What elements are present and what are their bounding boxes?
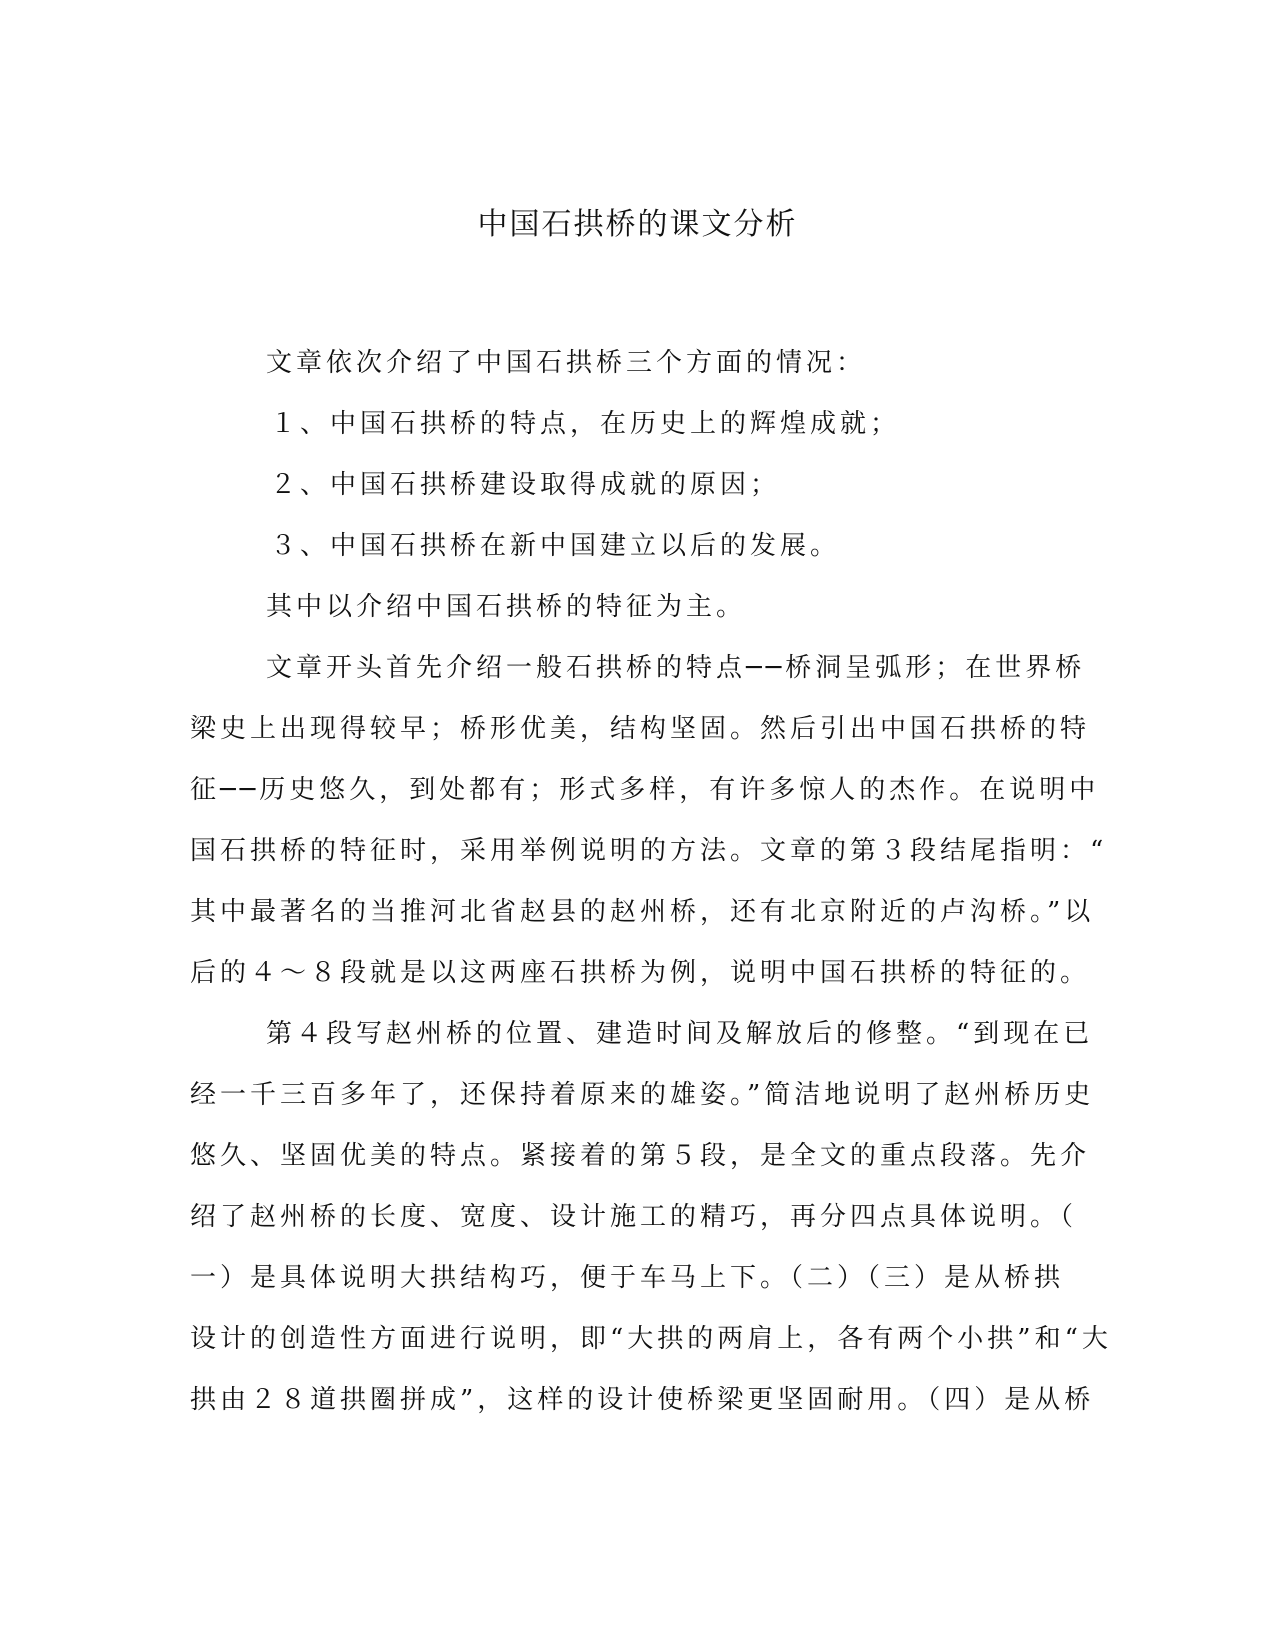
paragraph-line: 悠久、坚固优美的特点。紧接着的第５段，是全文的重点段落。先介 bbox=[190, 1141, 1091, 1171]
paragraph-line: 其中最著名的当推河北省赵县的赵州桥，还有北京附近的卢沟桥。”以 bbox=[190, 897, 1095, 927]
paragraph-line: 梁史上出现得较早；桥形优美，结构坚固。然后引出中国石拱桥的特 bbox=[190, 714, 1091, 744]
paragraph-line: 第４段写赵州桥的位置、建造时间及解放后的修整。“到现在已 bbox=[266, 1019, 1094, 1049]
paragraph-line: 国石拱桥的特征时，采用举例说明的方法。文章的第３段结尾指明：“ bbox=[190, 836, 1108, 866]
intro-line: 文章依次介绍了中国石拱桥三个方面的情况： bbox=[266, 348, 867, 378]
paragraph-line: 文章开头首先介绍一般石拱桥的特点──桥洞呈弧形；在世界桥 bbox=[266, 653, 1086, 683]
list-item-1: １、中国石拱桥的特点，在历史上的辉煌成就； bbox=[270, 409, 901, 439]
summary-line: 其中以介绍中国石拱桥的特征为主。 bbox=[266, 592, 747, 622]
paragraph-line: 拱由２８道拱圈拼成”，这样的设计使桥梁更坚固耐用。（四）是从桥 bbox=[190, 1385, 1095, 1415]
paragraph-line: 征──历史悠久，到处都有；形式多样，有许多惊人的杰作。在说明中 bbox=[190, 775, 1100, 805]
paragraph-line: 绍了赵州桥的长度、宽度、设计施工的精巧，再分四点具体说明。（ bbox=[190, 1202, 1078, 1232]
paragraph-line: 后的４～８段就是以这两座石拱桥为例，说明中国石拱桥的特征的。 bbox=[190, 958, 1091, 988]
list-item-2: ２、中国石拱桥建设取得成就的原因； bbox=[270, 470, 781, 500]
paragraph-line: 一）是具体说明大拱结构巧，便于车马上下。（二）（三）是从桥拱 bbox=[190, 1263, 1065, 1293]
list-item-3: ３、中国石拱桥在新中国建立以后的发展。 bbox=[270, 531, 841, 561]
document-title: 中国石拱桥的课文分析 bbox=[477, 207, 798, 242]
paragraph-line: 设计的创造性方面进行说明，即“大拱的两肩上，各有两个小拱”和“大 bbox=[190, 1324, 1112, 1354]
paragraph-line: 经一千三百多年了，还保持着原来的雄姿。”简洁地说明了赵州桥历史 bbox=[190, 1080, 1095, 1110]
document-body bbox=[190, 333, 1112, 1431]
